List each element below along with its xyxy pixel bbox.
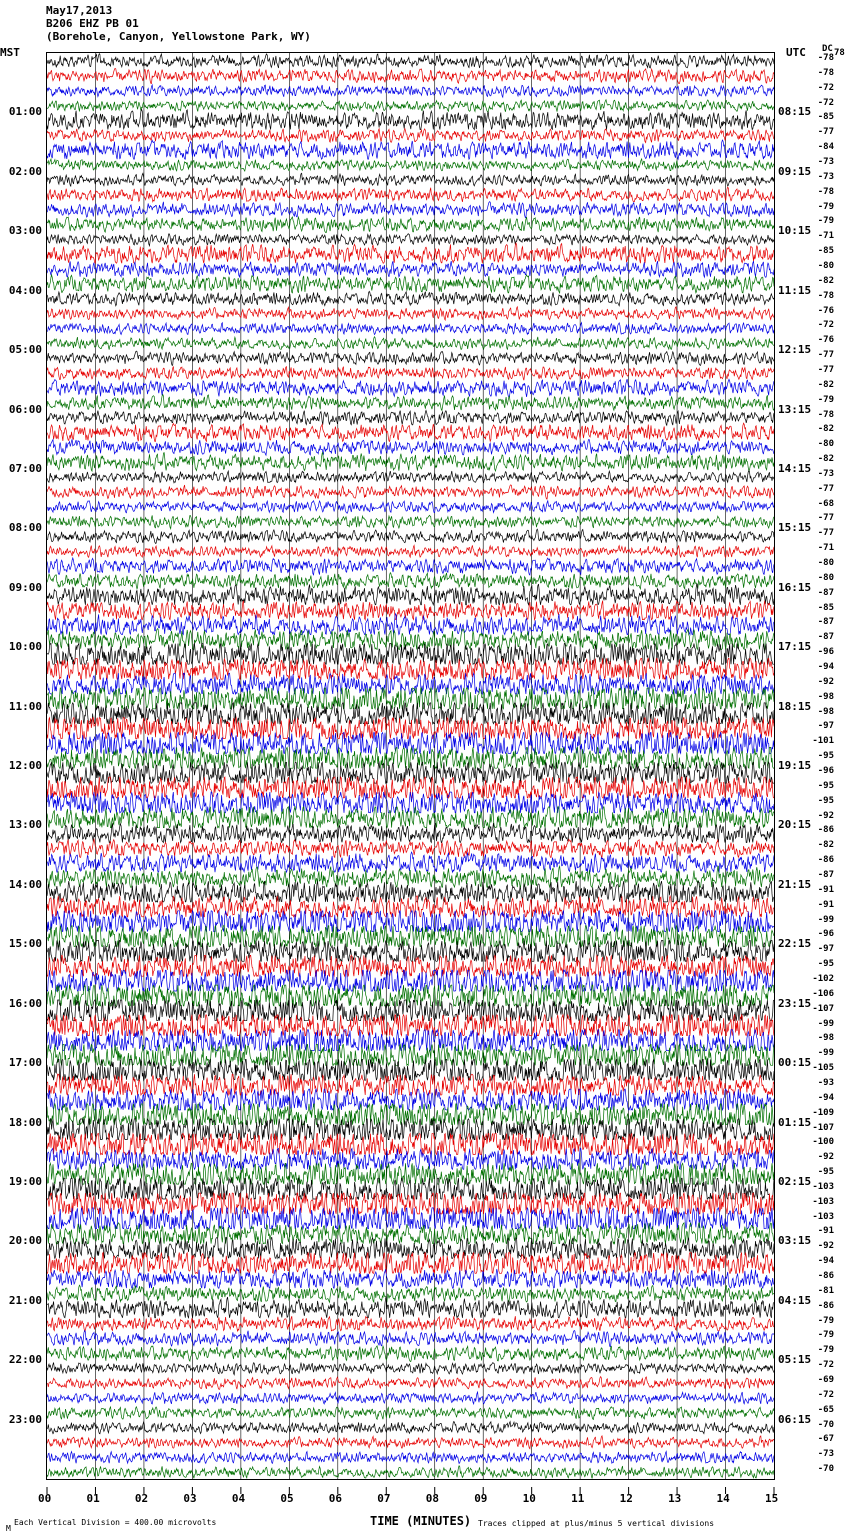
trace-amplitude-label: -79 bbox=[817, 1330, 834, 1341]
trace-amplitude-label: -96 bbox=[817, 929, 834, 940]
trace-amplitude-label: -95 bbox=[817, 959, 834, 970]
utc-time-label: 22:15 bbox=[778, 937, 812, 951]
trace-amplitude-label: -71 bbox=[817, 543, 834, 554]
trace-amplitude-label: -67 bbox=[817, 1434, 834, 1445]
utc-time-label: 03:15 bbox=[778, 1234, 812, 1248]
trace-amplitude-label: -70 bbox=[817, 1464, 834, 1475]
utc-time-label: 08:15 bbox=[778, 105, 812, 119]
mst-time-label: 18:00 bbox=[8, 1115, 42, 1129]
mst-time-label: 04:00 bbox=[8, 283, 42, 297]
trace-amplitude-label: -80 bbox=[817, 260, 834, 271]
utc-time-label: 01:15 bbox=[778, 1115, 812, 1129]
mst-time-label: 22:00 bbox=[8, 1353, 42, 1367]
mst-time-label: 15:00 bbox=[8, 937, 42, 951]
trace-amplitude-label: -95 bbox=[817, 1167, 834, 1178]
trace-amplitude-label: -97 bbox=[817, 944, 834, 955]
x-tick-label: 01 bbox=[86, 1492, 100, 1505]
x-tick-label: 02 bbox=[134, 1492, 149, 1505]
utc-time-label: 17:15 bbox=[778, 640, 812, 654]
trace-amplitude-label: -70 bbox=[817, 1419, 834, 1430]
footer-scale-note: Each Vertical Division = 400.00 microvolts bbox=[14, 1518, 217, 1527]
trace-amplitude-label: -78 bbox=[817, 67, 834, 78]
x-tick-label: 12 bbox=[619, 1492, 633, 1505]
trace-amplitude-label: -91 bbox=[817, 899, 834, 910]
x-tick-label: 04 bbox=[231, 1492, 246, 1505]
x-axis-title: TIME (MINUTES) bbox=[370, 1514, 472, 1528]
trace-amplitude-label: -107 bbox=[812, 1003, 834, 1014]
mst-time-label: 13:00 bbox=[8, 818, 42, 832]
utc-time-label: 11:15 bbox=[778, 283, 812, 297]
trace-amplitude-label: -99 bbox=[817, 1018, 834, 1029]
trace-amplitude-label: -87 bbox=[817, 869, 834, 880]
x-tick-label: 09 bbox=[474, 1492, 488, 1505]
mst-time-label: 08:00 bbox=[8, 521, 42, 535]
trace-amplitude-label: -94 bbox=[817, 1256, 834, 1267]
mst-time-label: 01:00 bbox=[8, 105, 42, 119]
mst-time-label: 14:00 bbox=[8, 877, 42, 891]
trace-amplitude-label: -94 bbox=[817, 662, 834, 673]
utc-time-label: 06:15 bbox=[778, 1412, 812, 1426]
trace-amplitude-label: -101 bbox=[812, 736, 834, 747]
trace-amplitude-label: -73 bbox=[817, 156, 834, 167]
x-axis-ticks bbox=[46, 1480, 775, 1488]
trace-amplitude-label: -92 bbox=[817, 1152, 834, 1163]
mst-time-label: 03:00 bbox=[8, 224, 42, 238]
mst-time-label: 10:00 bbox=[8, 640, 42, 654]
trace-amplitude-label: -92 bbox=[817, 810, 834, 821]
trace-amplitude-label: -87 bbox=[817, 632, 834, 643]
trace-amplitude-label: -68 bbox=[817, 498, 834, 509]
mst-time-label: 16:00 bbox=[8, 996, 42, 1010]
trace-amplitude-label: -85 bbox=[817, 246, 834, 257]
trace-amplitude-label: -79 bbox=[817, 1315, 834, 1326]
trace-amplitude-label: -86 bbox=[817, 825, 834, 836]
mst-time-label: 11:00 bbox=[8, 699, 42, 713]
trace-amplitude-label: -72 bbox=[817, 320, 834, 331]
trace-amplitude-label: -77 bbox=[817, 364, 834, 375]
utc-time-label: 13:15 bbox=[778, 402, 812, 416]
utc-time-label: 16:15 bbox=[778, 580, 812, 594]
mst-time-label: 21:00 bbox=[8, 1293, 42, 1307]
trace-amplitude-label: -77 bbox=[817, 483, 834, 494]
utc-time-label: 14:15 bbox=[778, 461, 812, 475]
x-tick-label: 06 bbox=[328, 1492, 343, 1505]
x-tick-label: 11 bbox=[571, 1492, 585, 1505]
dc-value: 78 bbox=[834, 48, 845, 58]
utc-time-label: 10:15 bbox=[778, 224, 812, 238]
trace-amplitude-label: -107 bbox=[812, 1122, 834, 1133]
trace-amplitude-label: -72 bbox=[817, 97, 834, 108]
utc-time-label: 15:15 bbox=[778, 521, 812, 535]
trace-amplitude-label: -80 bbox=[817, 439, 834, 450]
utc-time-label: 00:15 bbox=[778, 1056, 812, 1070]
trace-amplitude-label: -87 bbox=[817, 617, 834, 628]
trace-amplitude-label: -77 bbox=[817, 350, 834, 361]
trace-amplitude-label: -79 bbox=[817, 394, 834, 405]
trace-amplitude-label: -79 bbox=[817, 1345, 834, 1356]
mst-time-label: 23:00 bbox=[8, 1412, 42, 1426]
x-tick-label: 14 bbox=[716, 1492, 730, 1505]
trace-amplitude-label: -78 bbox=[817, 53, 834, 63]
mst-time-label: 06:00 bbox=[8, 402, 42, 416]
trace-amplitude-label: -85 bbox=[817, 112, 834, 123]
x-tick-label: 10 bbox=[522, 1492, 536, 1505]
left-axis-label: MST bbox=[0, 46, 20, 59]
mst-time-label: 19:00 bbox=[8, 1174, 42, 1188]
header-station: B206 EHZ PB 01 bbox=[46, 17, 139, 30]
trace-amplitude-label: -82 bbox=[817, 424, 834, 435]
trace-amplitude-label: -99 bbox=[817, 1048, 834, 1059]
trace-amplitude-label: -92 bbox=[817, 1241, 834, 1252]
header-date: May17,2013 bbox=[46, 4, 113, 17]
trace-amplitude-label: -102 bbox=[812, 973, 834, 984]
trace-amplitude-label: -84 bbox=[817, 142, 834, 153]
header-block bbox=[46, 4, 311, 43]
trace-amplitude-label: -103 bbox=[812, 1211, 834, 1222]
utc-time-label: 18:15 bbox=[778, 699, 812, 713]
x-tick-label: 07 bbox=[377, 1492, 391, 1505]
trace-amplitude-label: -77 bbox=[817, 528, 834, 539]
trace-amplitude-label: -69 bbox=[817, 1375, 834, 1386]
trace-amplitude-label: -106 bbox=[812, 988, 834, 999]
trace-amplitude-label: -93 bbox=[817, 1077, 834, 1088]
mst-time-label: 05:00 bbox=[8, 343, 42, 357]
utc-time-label: 02:15 bbox=[778, 1174, 812, 1188]
trace-amplitude-label: -71 bbox=[817, 231, 834, 242]
trace-amplitude-label: -78 bbox=[817, 186, 834, 197]
trace-amplitude-label: -91 bbox=[817, 1226, 834, 1237]
trace-amplitude-label: -79 bbox=[817, 216, 834, 227]
trace-amplitude-label: -73 bbox=[817, 171, 834, 182]
x-tick-label: 13 bbox=[668, 1492, 682, 1505]
x-tick-label: 15 bbox=[765, 1492, 779, 1505]
right-axis-label: UTC bbox=[786, 46, 806, 59]
trace-amplitude-label: -77 bbox=[817, 127, 834, 138]
trace-amplitude-label: -85 bbox=[817, 602, 834, 613]
trace-amplitude-label: -65 bbox=[817, 1404, 834, 1415]
trace-amplitude-label: -103 bbox=[812, 1181, 834, 1192]
trace-amplitude-label: -86 bbox=[817, 1271, 834, 1282]
trace-amplitude-label: -98 bbox=[817, 1033, 834, 1044]
trace-amplitude-label: -76 bbox=[817, 335, 834, 346]
trace-amplitude-label: -105 bbox=[812, 1063, 834, 1074]
trace-amplitude-label: -79 bbox=[817, 201, 834, 212]
trace-amplitude-label: -77 bbox=[817, 513, 834, 524]
trace-amplitude-label: -82 bbox=[817, 454, 834, 465]
trace-amplitude-label: -96 bbox=[817, 647, 834, 658]
trace-amplitude-label: -72 bbox=[817, 1389, 834, 1400]
trace-amplitude-label: -97 bbox=[817, 721, 834, 732]
trace-amplitude-label: -99 bbox=[817, 914, 834, 925]
trace-amplitude-label: -96 bbox=[817, 766, 834, 776]
footer-mu-glyph: M bbox=[6, 1524, 11, 1533]
header-location: (Borehole, Canyon, Yellowstone Park, WY) bbox=[46, 30, 311, 43]
utc-time-label: 05:15 bbox=[778, 1353, 812, 1367]
trace-amplitude-label: -86 bbox=[817, 855, 834, 866]
trace-amplitude-label: -78 bbox=[817, 409, 834, 420]
trace-amplitude-label: -81 bbox=[817, 1285, 834, 1296]
trace-amplitude-label: -98 bbox=[817, 706, 834, 717]
footer-clip-note: Traces clipped at plus/minus 5 vertical divisions bbox=[478, 1519, 715, 1528]
trace-amplitude-label: -91 bbox=[817, 884, 834, 895]
trace-amplitude-label: -78 bbox=[817, 290, 834, 301]
utc-time-label: 23:15 bbox=[778, 996, 812, 1010]
mst-time-label: 09:00 bbox=[8, 580, 42, 594]
trace-amplitude-label: -73 bbox=[817, 1449, 834, 1460]
dc-label: DC bbox=[822, 44, 833, 54]
utc-time-label: 12:15 bbox=[778, 343, 812, 357]
mst-time-label: 07:00 bbox=[8, 461, 42, 475]
trace-amplitude-label: -76 bbox=[817, 305, 834, 316]
utc-time-label: 09:15 bbox=[778, 164, 812, 178]
trace-amplitude-label: -94 bbox=[817, 1092, 834, 1103]
utc-time-label: 19:15 bbox=[778, 759, 812, 772]
x-tick-label: 08 bbox=[425, 1492, 439, 1505]
trace-amplitude-label: -95 bbox=[817, 795, 834, 806]
trace-amplitude-label: -80 bbox=[817, 572, 834, 583]
trace-amplitude-label: -92 bbox=[817, 676, 834, 687]
trace-amplitude-label: -73 bbox=[817, 468, 834, 479]
mst-time-label: 12:00 bbox=[8, 759, 42, 772]
x-axis-tick-labels bbox=[0, 1492, 850, 1506]
trace-amplitude-label: -98 bbox=[817, 691, 834, 702]
trace-amplitude-label: -82 bbox=[817, 275, 834, 286]
trace-amplitude-label: -86 bbox=[817, 1300, 834, 1311]
trace-amplitude-label: -72 bbox=[817, 82, 834, 93]
mst-time-label: 20:00 bbox=[8, 1234, 42, 1248]
seismogram-plot bbox=[46, 52, 775, 1480]
trace-amplitude-label: -109 bbox=[812, 1107, 834, 1118]
utc-time-label: 04:15 bbox=[778, 1293, 812, 1307]
trace-amplitude-label: -80 bbox=[817, 558, 834, 569]
x-tick-label: 05 bbox=[280, 1492, 294, 1505]
utc-time-label: 20:15 bbox=[778, 818, 812, 832]
trace-amplitude-label: -95 bbox=[817, 780, 834, 791]
mst-time-label: 02:00 bbox=[8, 164, 42, 178]
trace-amplitude-label: -82 bbox=[817, 840, 834, 851]
mst-time-label: 17:00 bbox=[8, 1056, 42, 1070]
trace-amplitude-label: -87 bbox=[817, 587, 834, 598]
trace-amplitude-label: -103 bbox=[812, 1196, 834, 1207]
utc-time-label: 21:15 bbox=[778, 877, 812, 891]
trace-amplitude-label: -72 bbox=[817, 1360, 834, 1371]
trace-amplitude-label: -95 bbox=[817, 751, 834, 762]
x-tick-label: 03 bbox=[183, 1492, 197, 1505]
x-tick-label: 00 bbox=[38, 1492, 52, 1505]
trace-amplitude-label: -82 bbox=[817, 379, 834, 390]
trace-amplitude-label: -100 bbox=[812, 1137, 834, 1148]
